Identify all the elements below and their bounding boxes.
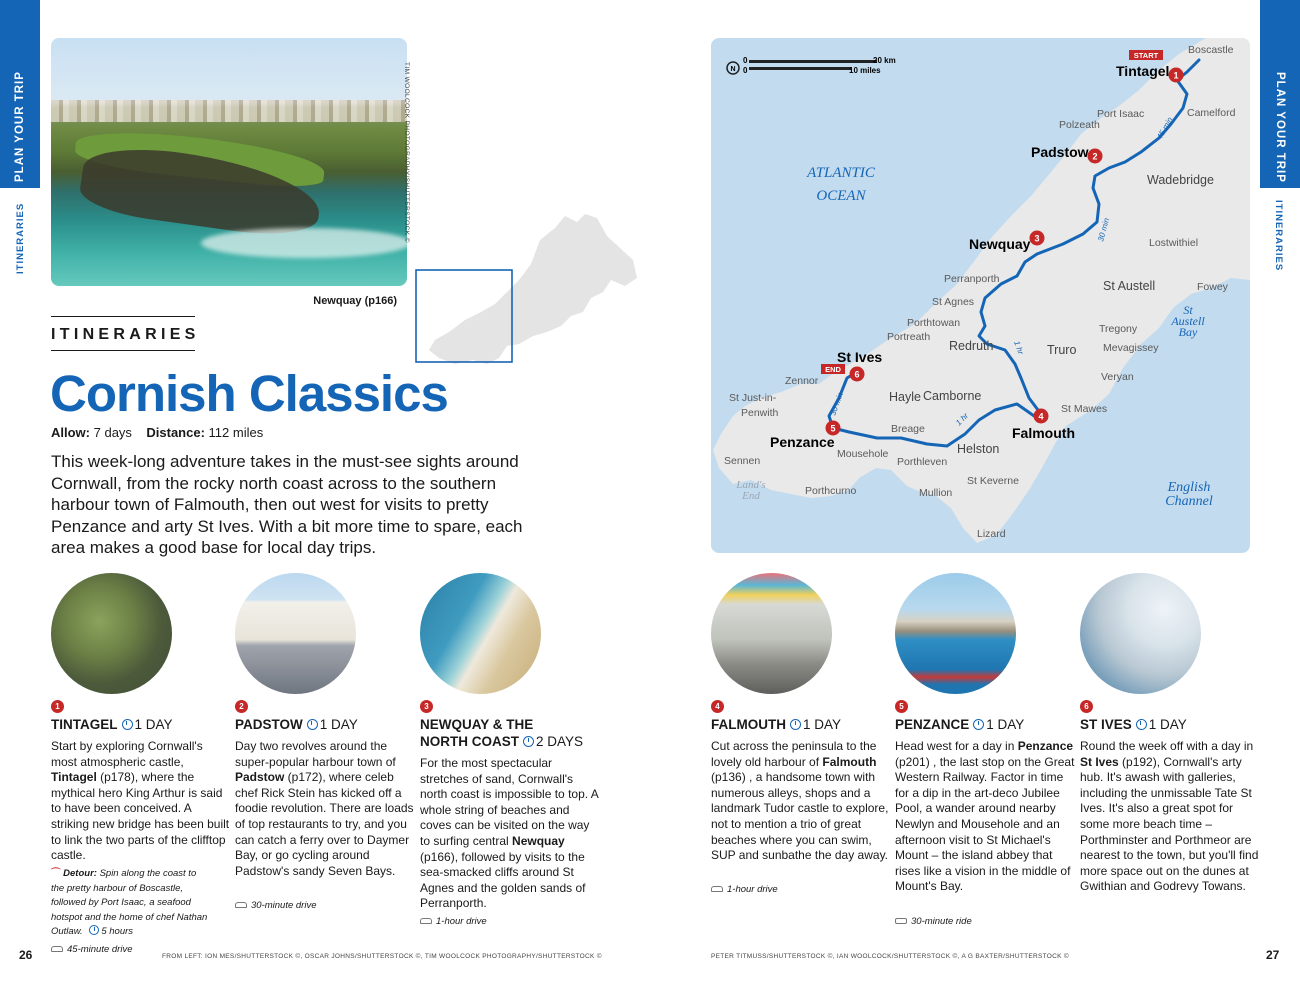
- town-label: Mousehole: [837, 448, 889, 460]
- stop-name: PADSTOW: [235, 717, 303, 732]
- stop-body-newquay: For the most spectacular stretches of sand, Cornwall's north coast is impossible to top. A whole string of beaches and coves can be visited on the way to surfing central Newquay (p166), followed by visits to the sea-smacked cliffs around St Agnes and the golden sands of Perranporth.: [420, 756, 599, 911]
- start-tag-label: START: [1133, 51, 1159, 60]
- trip-meta: [51, 425, 263, 440]
- clock-icon: [523, 736, 534, 747]
- town-label: Helston: [957, 442, 1000, 456]
- leg-time-1: 45 min: [1154, 115, 1175, 141]
- stop-title-st-ives: [1080, 716, 1187, 733]
- transport-note-2: 30-minute drive: [235, 900, 316, 911]
- town-label: Mevagissey: [1103, 342, 1159, 354]
- transport-note-3: 1-hour drive: [420, 916, 487, 927]
- route-map: [711, 38, 1250, 553]
- photo-credits-left: FROM LEFT: ION MES/SHUTTERSTOCK ©, OSCAR JOHNS/SHUTTERSTOCK ©, TIM WOOLCOCK PHOTOGRAPHY/SHUTTERSTOCK ©: [162, 953, 602, 960]
- detour-label: Detour:: [63, 868, 97, 879]
- left-tab-label: PLAN YOUR TRIP: [14, 71, 26, 182]
- leg-time-4: 1 hr: [954, 411, 971, 428]
- stop-marker-1: [1169, 68, 1184, 83]
- locator-map: [415, 208, 640, 370]
- stop-body-tintagel: Start by exploring Cornwall's most atmospheric castle, Tintagel (p178), where the mythical hero King Arthur is said to have been conceived. A striking new bridge has been built to link the two parts of the clifftop castle.: [51, 739, 230, 863]
- bay-2: Austell: [1171, 314, 1205, 328]
- leg-time-2: 30 min: [1096, 216, 1112, 243]
- page-number-right: 27: [1266, 948, 1280, 962]
- lands-end-1: Land's: [736, 479, 766, 491]
- bay-3: Bay: [1178, 325, 1198, 339]
- stop-num-3: 3: [420, 700, 433, 713]
- svg-text:5: 5: [830, 423, 836, 434]
- svg-text:N: N: [730, 66, 736, 73]
- stop-marker-2: [1088, 149, 1103, 164]
- svg-text:4: 4: [1038, 411, 1044, 422]
- stop-num-4: 4: [711, 700, 724, 713]
- stop-title-tintagel: [51, 716, 173, 733]
- map-land: [713, 38, 1250, 543]
- svg-text:6: 6: [854, 369, 860, 380]
- stop-duration: 1 DAY: [134, 717, 173, 732]
- town-label: Truro: [1047, 343, 1077, 357]
- town-label: St Mawes: [1061, 403, 1108, 415]
- clock-icon: [790, 719, 801, 730]
- map-stop-st-ives: St Ives: [837, 349, 883, 365]
- left-section-label: ITINERARIES: [15, 202, 26, 274]
- town-label: Wadebridge: [1147, 173, 1214, 187]
- right-section-label: ITINERARIES: [1273, 200, 1284, 272]
- stop-title-padstow: [235, 716, 358, 733]
- stop-name-line-1: NEWQUAY & THE: [420, 717, 534, 732]
- town-label: Camelford: [1187, 107, 1236, 119]
- bay-1: St: [1183, 303, 1193, 317]
- stop-body-st-ives: Round the week off with a day in St Ives (p192), Cornwall's arty hub. It's awash with galleries, including the unmissable Tate St Ives. It's also a great spot for some more beach time – Porthminster and Porthmeor are nearest to the town, but you'll find more space out on the dunes at Gwithian and Godrevy Towans.: [1080, 739, 1259, 894]
- allow-label: Allow:: [51, 425, 90, 440]
- clock-icon: [307, 719, 318, 730]
- stop-photo-tintagel: [51, 573, 172, 694]
- photo-credits-right: PETER TITMUSS/SHUTTERSTOCK ©, IAN WOOLCOCK/SHUTTERSTOCK ©, A G BAXTER/SHUTTERSTOCK ©: [711, 953, 1069, 960]
- stop-title-newquay: [420, 716, 583, 750]
- stop-marker-3: [1030, 231, 1045, 246]
- leg-time-3: 1 hr: [1012, 339, 1026, 356]
- town-label: St Keverne: [967, 475, 1019, 487]
- stop-photo-penzance: [895, 573, 1016, 694]
- sea-atlantic-2: OCEAN: [816, 188, 866, 204]
- town-label: Perranporth: [944, 273, 1000, 285]
- sea-channel-1: English: [1167, 480, 1211, 495]
- town-label: Fowey: [1197, 281, 1228, 293]
- right-tab-label: PLAN YOUR TRIP: [1274, 72, 1286, 183]
- transport-note-5: 30-minute ride: [895, 916, 972, 927]
- section-rule-bottom: [51, 350, 195, 351]
- stop-duration: 1 DAY: [1148, 717, 1187, 732]
- town-label: Portreath: [887, 331, 931, 343]
- stop-marker-4: [1034, 409, 1049, 424]
- stop-photo-falmouth: [711, 573, 832, 694]
- map-scale-zero-b: 0: [743, 66, 748, 75]
- map-scale-miles: 10 miles: [849, 66, 881, 75]
- map-stop-tintagel: Tintagel: [1116, 63, 1170, 79]
- town-label: Hayle: [889, 390, 921, 404]
- stop-duration: 2 DAYS: [536, 734, 584, 749]
- stop-body-padstow: Day two revolves around the super-popular harbour town of Padstow (p172), where celeb chef Rick Stein has kicked off a foodie revolution. There are loads of top restaurants to try, and you can catch a ferry over to Daymer Bay, or go cycling around Padstow's sandy Seven Bays.: [235, 739, 414, 878]
- detour-text: Spin along the coast to the pretty harbour of Boscastle, followed by Port Isaac, a seafood hotspot and the home of chef Nathan Outlaw.: [51, 868, 208, 937]
- town-label: Sennen: [724, 455, 761, 467]
- town-label: Port Isaac: [1097, 108, 1145, 120]
- stop-body-penzance: Head west for a day in Penzance (p201) , the last stop on the Great Western Railway. Factor in time for a dip in the art-deco Jubilee Pool, a wander around nearby Newlyn and Mousehole and an afternoon visit to St Michael's Mount – the island abbey that rises like a vision in the middle of Mount's Bay.: [895, 739, 1075, 894]
- car-icon: [235, 902, 247, 908]
- stop-photo-st-ives: [1080, 573, 1201, 694]
- town-label: Redruth: [949, 339, 994, 353]
- clock-icon: [1136, 719, 1147, 730]
- map-scale-km: 20 km: [873, 56, 896, 65]
- stop-name: PENZANCE: [895, 717, 970, 732]
- stop-duration: 1 DAY: [986, 717, 1025, 732]
- section-rule-top: [51, 316, 195, 317]
- town-label: Penwith: [741, 407, 779, 419]
- page-number-left: 26: [19, 948, 33, 962]
- town-label: Zennor: [785, 375, 819, 387]
- town-label: Porthtowan: [907, 317, 961, 329]
- town-label: Lizard: [977, 528, 1006, 540]
- town-label: Breage: [891, 423, 925, 435]
- svg-text:1: 1: [1173, 70, 1179, 81]
- town-label: Lostwithiel: [1149, 237, 1199, 249]
- map-stop-newquay: Newquay: [969, 236, 1031, 252]
- intro-paragraph: This week-long adventure takes in the must-see sights around Cornwall, from the rocky north coast across to the southern harbour town of Falmouth, then out west for visits to pretty Penzance and arty St Ives. With a bit more time to spare, each area makes a good base for local day trips.: [51, 452, 523, 557]
- town-label: Mullion: [919, 487, 953, 499]
- town-label: Boscastle: [1188, 44, 1234, 56]
- clock-icon: [122, 719, 133, 730]
- car-icon: [420, 918, 432, 924]
- stop-photo-padstow: [235, 573, 356, 694]
- leg-time-5: 30 min: [828, 391, 846, 417]
- allow-value: 7 days: [93, 425, 132, 440]
- car-icon: [51, 946, 63, 952]
- map-scale-zero-a: 0: [743, 56, 748, 65]
- clock-icon: [973, 719, 984, 730]
- town-label: St Just-in-: [729, 392, 777, 404]
- clock-icon: [89, 925, 99, 935]
- map-stop-penzance: Penzance: [770, 434, 835, 450]
- transport-note-1: 45-minute drive: [51, 944, 132, 955]
- stop-title-falmouth: [711, 716, 841, 733]
- stop-photo-newquay: [420, 573, 541, 694]
- section-label: ITINERARIES: [51, 326, 200, 343]
- svg-text:2: 2: [1092, 151, 1098, 162]
- stop-num-2: 2: [235, 700, 248, 713]
- distance-label: Distance:: [146, 425, 205, 440]
- lands-end-2: End: [742, 490, 760, 502]
- town-label: St Austell: [1103, 279, 1156, 293]
- town-label: Porthcurno: [805, 485, 857, 497]
- hero-photo-credit: TIM WOOLCOCK PHOTOGRAPHY/SHUTTERSTOCK ©: [403, 62, 410, 243]
- distance-value: 112 miles: [208, 425, 264, 440]
- town-label: Tregony: [1099, 323, 1138, 335]
- car-icon: [711, 886, 723, 892]
- hero-photo-newquay: [51, 38, 407, 286]
- town-label: Porthleven: [897, 456, 948, 468]
- stop-name: TINTAGEL: [51, 717, 118, 732]
- sea-atlantic-1: ATLANTIC: [807, 165, 875, 181]
- hero-caption: Newquay (p166): [313, 295, 397, 307]
- town-label: Veryan: [1101, 371, 1134, 383]
- stop-duration: 1 DAY: [803, 717, 842, 732]
- detour-icon: ⌒: [51, 868, 61, 879]
- town-label: Camborne: [923, 389, 982, 403]
- sea-channel-2: Channel: [1165, 494, 1213, 509]
- town-label: St Agnes: [932, 296, 975, 308]
- stop-marker-6: [850, 367, 865, 382]
- svg-text:3: 3: [1034, 233, 1040, 244]
- end-tag-label: END: [825, 365, 841, 374]
- stop-body-falmouth: Cut across the peninsula to the lovely old harbour of Falmouth (p136) , a handsome town with numerous alleys, shops and a landmark Tudor castle to explore, not to mention a trio of great beaches where you can swim, SUP and sunbathe the day away.: [711, 739, 889, 863]
- transport-note-4: 1-hour drive: [711, 884, 778, 895]
- map-stop-falmouth: Falmouth: [1012, 425, 1075, 441]
- stop-num-1: 1: [51, 700, 64, 713]
- train-icon: [895, 918, 907, 924]
- stop-title-penzance: [895, 716, 1024, 733]
- stop-num-6: 6: [1080, 700, 1093, 713]
- stop-num-5: 5: [895, 700, 908, 713]
- stop-name: ST IVES: [1080, 717, 1132, 732]
- town-label: Polzeath: [1059, 119, 1100, 131]
- detour-note: [51, 867, 211, 940]
- stop-name: FALMOUTH: [711, 717, 786, 732]
- stop-duration: 1 DAY: [319, 717, 358, 732]
- map-stop-padstow: Padstow: [1031, 144, 1089, 160]
- page-title: Cornish Classics: [50, 365, 448, 422]
- stop-name-line-2: NORTH COAST: [420, 734, 519, 749]
- detour-time: 5 hours: [101, 926, 134, 937]
